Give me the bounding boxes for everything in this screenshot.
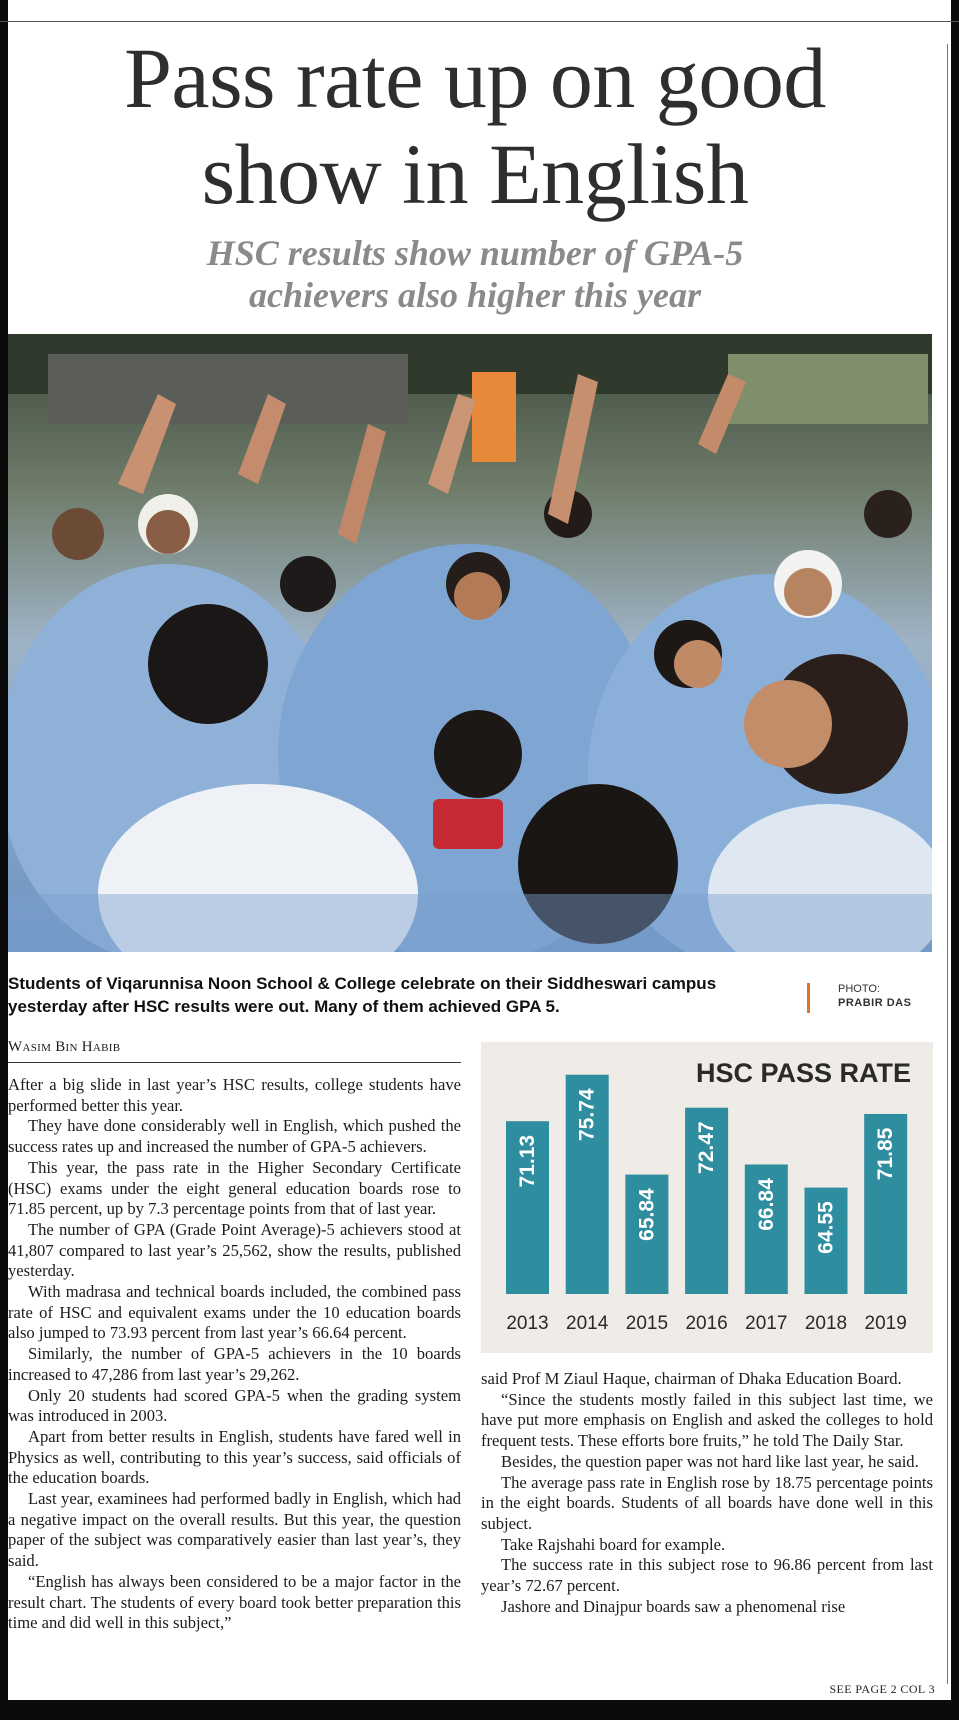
headline-line-1: Pass rate up on good [124,30,826,126]
chart-category-label: 2015 [625,1313,669,1334]
chart-value-label: 64.55 [814,1201,838,1254]
chart-value-label: 66.84 [754,1178,778,1231]
article-paragraph: This year, the pass rate in the Higher Secondary Certificate (HSC) exams under the eight general education boards rose to 71.85 percent, up by 7.3 percentage points from that of last year. [8,1157,461,1219]
pass-rate-chart [481,1042,933,1353]
top-rule [0,21,959,22]
article-paragraph: said Prof M Ziaul Haque, chairman of Dhaka Education Board. [481,1369,902,1388]
article-paragraph: Jashore and Dinajpur boards saw a phenomenal rise [501,1596,846,1616]
photo-credit [838,982,911,1010]
article-paragraph: They have done considerably well in English, which pushed the success rates up and increased the number of GPA-5 achievers. [8,1116,461,1157]
article-paragraph: Take Rajshahi board for example. [501,1534,726,1554]
page-bottom-border [0,1700,959,1720]
article-column-left [8,1075,461,1634]
chart-category-label: 2016 [685,1313,728,1334]
subheadline [10,232,940,316]
article-paragraph: Besides, the question paper was not hard like last year, he said. [501,1451,919,1471]
celebration-photo [8,334,932,952]
chart-value-label: 65.84 [635,1188,659,1241]
subhead-line-1: HSC results show number of GPA-5 [206,233,744,273]
chart-category-label: 2018 [804,1313,848,1334]
article-paragraph: Apart from better results in English, students have fared well in Physics as well, contributing to this year’s success, said officials of the education boards. [8,1426,461,1488]
crowd-illustration [8,334,932,952]
chart-value-label: 75.74 [575,1088,599,1141]
chart-value-label: 71.85 [874,1127,898,1181]
chart-category-label: 2017 [745,1313,788,1334]
article-paragraph: With madrasa and technical boards included, the combined pass rate of HSC and equivalent exams under the 10 education boards also jumped to 73.93 percent from last year’s 66.64 percent. [8,1282,461,1343]
photo-credit-label: PHOTO: [838,983,880,995]
photo-credit-name: PRABIR DAS [838,997,912,1009]
headline-line-2: show in English [201,126,749,222]
article-paragraph: The number of GPA (Grade Point Average)-5 achievers stood at 41,807 compared to last year’s 25,562, show the results, published yesterday. [8,1219,461,1281]
byline: Wasim Bin Habib [8,1039,461,1063]
chart-value-label: 72.47 [695,1121,719,1174]
headline [10,30,940,222]
article-paragraph: The average pass rate in English rose by 18.75 percentage points in the eight boards. Students of all boards have done well in this subject. [481,1472,933,1533]
chart-value-label: 71.13 [516,1134,539,1188]
page-right-border [951,0,959,1720]
photo-credit-accent [807,983,810,1013]
article-paragraph: The success rate in this subject rose to 96.86 percent from last year’s 72.67 percent. [481,1555,933,1596]
article-paragraph: “English has always been considered to be a major factor in the result chart. The students of every board took better preparation this time and did well in this subject,” [8,1571,461,1633]
chart-category-label: 2013 [506,1313,549,1334]
article-paragraph: Last year, examinees had performed badly in English, which had a negative impact on the overall results. But this year, the question paper of the subject was comparatively easier than last year’s, they said. [8,1489,461,1571]
column-right-rule [947,44,948,1684]
article-paragraph: Only 20 students had scored GPA-5 when the grading system was introduced in 2003. [8,1385,461,1426]
article-column-right [481,1369,933,1617]
article-paragraph: Similarly, the number of GPA-5 achievers in the 10 boards increased to 47,286 from last year’s 29,262. [8,1344,461,1384]
subhead-line-2: achievers also higher this year [248,275,701,315]
article-paragraph: “Since the students mostly failed in this subject last time, we have put more emphasis on English and asked the colleges to hold frequent tests. These efforts bore fruits,” he told The Daily Star. [481,1389,933,1451]
chart-category-label: 2014 [566,1313,609,1334]
page-left-border [0,0,8,1720]
photo-caption: Students of Viqarunnisa Noon School & College celebrate on their Siddheswari campus yesterday after HSC results were out. Many of them achieved GPA 5. [8,974,717,1016]
article-paragraph: After a big slide in last year’s HSC results, college students have performed better this year. [8,1075,461,1115]
chart-title: HSC PASS RATE [695,1058,911,1088]
chart-category-label: 2019 [864,1313,907,1334]
pass-rate-chart-svg [481,1042,933,1353]
continuation-note: SEE PAGE 2 COL 3 [829,1682,935,1696]
